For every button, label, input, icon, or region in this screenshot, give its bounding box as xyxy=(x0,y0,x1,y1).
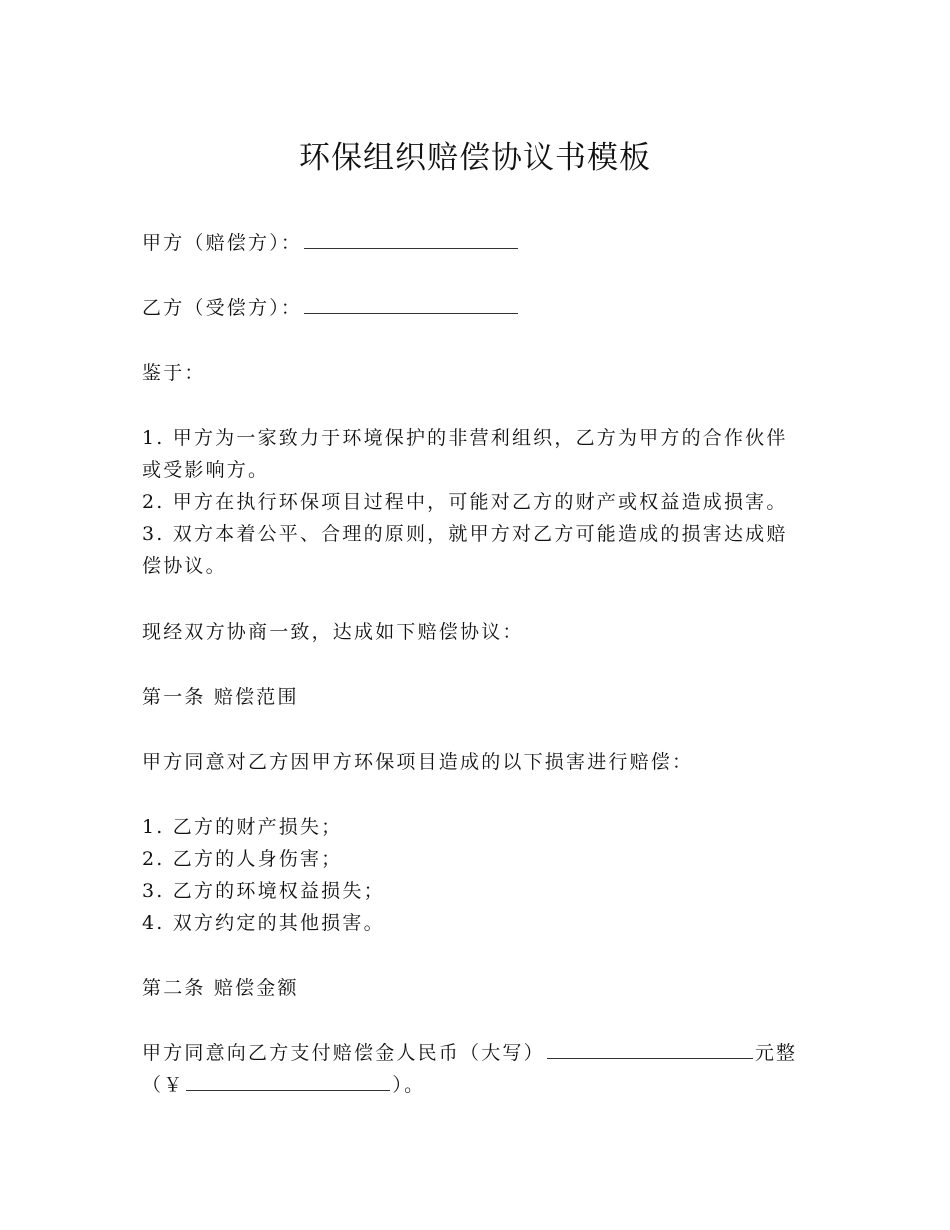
article-1-title: 第一条 赔偿范围 xyxy=(142,686,299,708)
whereas-item: 2. 甲方在执行环保项目过程中，可能对乙方的财产或权益造成损害。 xyxy=(142,491,788,513)
amount-figure-blank xyxy=(186,1070,390,1091)
whereas-item: 或受影响方。 xyxy=(142,459,270,481)
article-2-text: 甲方同意向乙方支付赔偿金人民币（大写） xyxy=(142,1042,545,1064)
amount-words-blank xyxy=(547,1038,753,1059)
agreement-intro: 现经双方协商一致，达成如下赔偿协议： xyxy=(142,621,524,643)
party-a-line xyxy=(142,227,812,259)
article-1-item: 4. 双方约定的其他损害。 xyxy=(142,912,385,934)
article-1-item: 2. 乙方的人身伤害； xyxy=(142,848,343,870)
article-1-item: 3. 乙方的环境权益损失； xyxy=(142,880,385,902)
whereas-item: 3. 双方本着公平、合理的原则，就甲方对乙方可能造成的损害达成赔 xyxy=(142,523,788,545)
whereas-label: 鉴于： xyxy=(142,362,206,384)
party-b-blank xyxy=(304,293,518,314)
article-2-close: ）。 xyxy=(392,1074,426,1096)
party-a-label: 甲方（赔偿方）： xyxy=(142,232,303,254)
article-1-intro: 甲方同意对乙方因甲方环保项目造成的以下损害进行赔偿： xyxy=(142,751,694,773)
party-b-line xyxy=(142,292,812,324)
article-1-item: 1. 乙方的财产损失； xyxy=(142,816,343,838)
article-2-figure-line xyxy=(142,1069,812,1101)
whereas-item: 偿协议。 xyxy=(142,555,227,577)
document-title: 环保组织赔偿协议书模板 xyxy=(299,140,651,176)
article-2-currency: （￥ xyxy=(142,1074,185,1096)
article-2-unit: 元整 xyxy=(754,1042,798,1064)
party-a-blank xyxy=(304,228,518,249)
whereas-item: 1. 甲方为一家致力于环境保护的非营利组织，乙方为甲方的合作伙伴 xyxy=(142,427,788,449)
party-b-label: 乙方（受偿方）： xyxy=(142,297,303,319)
article-2-amount-line xyxy=(142,1037,812,1069)
article-2-title: 第二条 赔偿金额 xyxy=(142,977,299,999)
